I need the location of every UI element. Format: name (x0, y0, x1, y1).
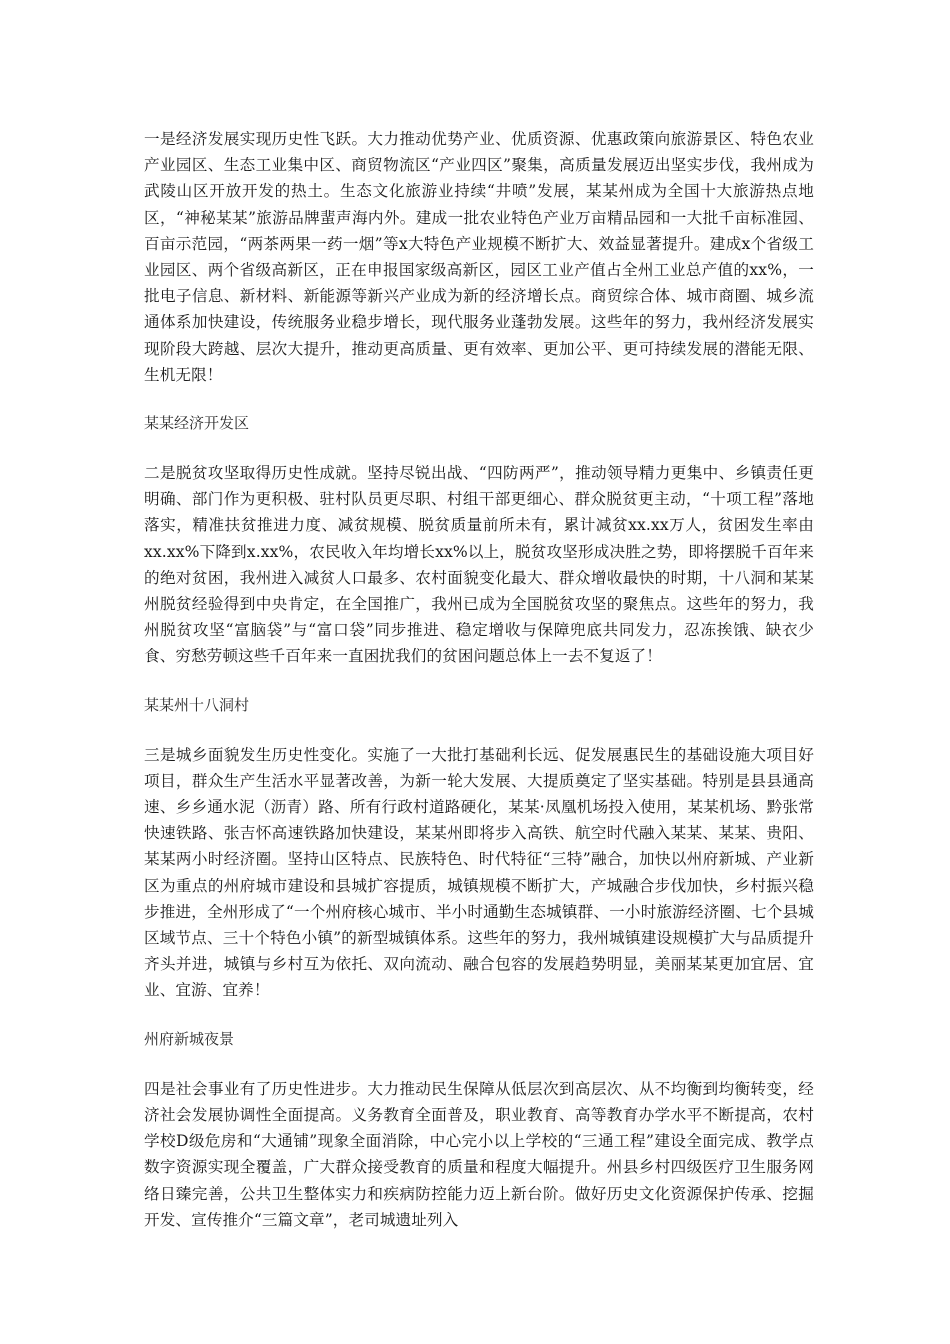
paragraph-social: 四是社会事业有了历史性进步。大力推动民生保障从低层次到高层次、从不均衡到均衡转变，经济社会发展协调性全面提高。义务教育全面普及，职业教育、高等教育办学水平不断提高，农村学校D级危房和“大通铺”现象全面消除，中心完小以上学校的“三通工程”建设全面完成、教学点数字资源实现全覆盖，广大群众接受教育的质量和程度大幅提升。州县乡村四级医疗卫生服务网络日臻完善，公共卫生整体实力和疾病防控能力迈上新台阶。做好历史文化资源保护传承、挖掘开发、宣传推介“三篇文章”，老司城遗址列入 (144, 1079, 814, 1229)
paragraph-urban-rural: 三是城乡面貌发生历史性变化。实施了一大批打基础利长远、促发展惠民生的基础设施大项目好项目，群众生产生活水平显著改善，为新一轮大发展、大提质奠定了坚实基础。特别是县县通高速、乡乡通水泥（沥青）路、所有行政村道路硬化，某某·凤凰机场投入使用，某某机场、黔张常快速铁路、张吉怀高速铁路加快建设，某某州即将步入高铁、航空时代融入某某、某某、贵阳、某某两小时经济圈。坚持山区特点、民族特色、时代特征“三特”融合，加快以州府新城、产业新区为重点的州府城市建设和县城扩容提质，城镇规模不断扩大，产城融合步伐加快，乡村振兴稳步推进，全州形成了“一个州府核心城市、半小时通勤生态城镇群、一小时旅游经济圈、七个县城区域节点、三十个特色小镇”的新型城镇体系。这些年的努力，我州城镇建设规模扩大与品质提升齐头并进，城镇与乡村互为依托、双向流动、融合包容的发展趋势明显，美丽某某更加宜居、宜业、宜游、宜养！ (144, 745, 814, 1000)
spacer (144, 436, 814, 460)
document-page (144, 126, 814, 1233)
caption-village: 某某州十八洞村 (144, 695, 250, 714)
caption-economic-zone: 某某经济开发区 (144, 414, 250, 433)
spacer (144, 670, 814, 692)
spacer (144, 388, 814, 410)
paragraph-poverty: 二是脱贫攻坚取得历史性成就。坚持尽锐出战、“四防两严”，推动领导精力更集中、乡镇责任更明确、部门作为更积极、驻村队员更尽职、村组干部更细心、群众脱贫更主动，“十项工程”落地落实，精准扶贫推进力度、减贫规模、脱贫质量前所未有，累计减贫xx.xx万人，贫困发生率由xx.xx%下降到x.xx%，农民收入年均增长xx%以上，脱贫攻坚形成决胜之势，即将摆脱千百年来的绝对贫困，我州进入减贫人口最多、农村面貌变化最大、群众增收最快的时期，十八洞和某某州脱贫经验得到中央肯定，在全国推广，我州已成为全国脱贫攻坚的聚焦点。这些年的努力，我州脱贫攻坚“富脑袋”与“富口袋”同步推进、稳定增收与保障兜底共同发力，忍冻挨饿、缺衣少食、穷愁劳顿这些千百年来一直困扰我们的贫困问题总体上一去不复返了！ (144, 464, 814, 666)
spacer (144, 1004, 814, 1026)
caption-night-view: 州府新城夜景 (144, 1029, 235, 1048)
spacer (144, 718, 814, 742)
paragraph-economy: 一是经济发展实现历史性飞跃。大力推动优势产业、优质资源、优惠政策向旅游景区、特色农业产业园区、生态工业集中区、商贸物流区“产业四区”聚集，高质量发展迈出坚实步伐，我州成为武陵山区开放开发的热土。生态文化旅游业持续“井喷”发展，某某州成为全国十大旅游热点地区，“神秘某某”旅游品牌蜚声海内外。建成一批农业特色产业万亩精品园和一大批千亩标准园、百亩示范园，“两茶两果一药一烟”等x大特色产业规模不断扩大、效益显著提升。建成x个省级工业园区、两个省级高新区，正在申报国家级高新区，园区工业产值占全州工业总产值的xx%，一批电子信息、新材料、新能源等新兴产业成为新的经济增长点。商贸综合体、城市商圈、城乡流通体系加快建设，传统服务业稳步增长，现代服务业蓬勃发展。这些年的努力，我州经济发展实现阶段大跨越、层次大提升，推动更高质量、更有效率、更加公平、更可持续发展的潜能无限、生机无限！ (144, 130, 814, 384)
spacer (144, 1052, 814, 1076)
